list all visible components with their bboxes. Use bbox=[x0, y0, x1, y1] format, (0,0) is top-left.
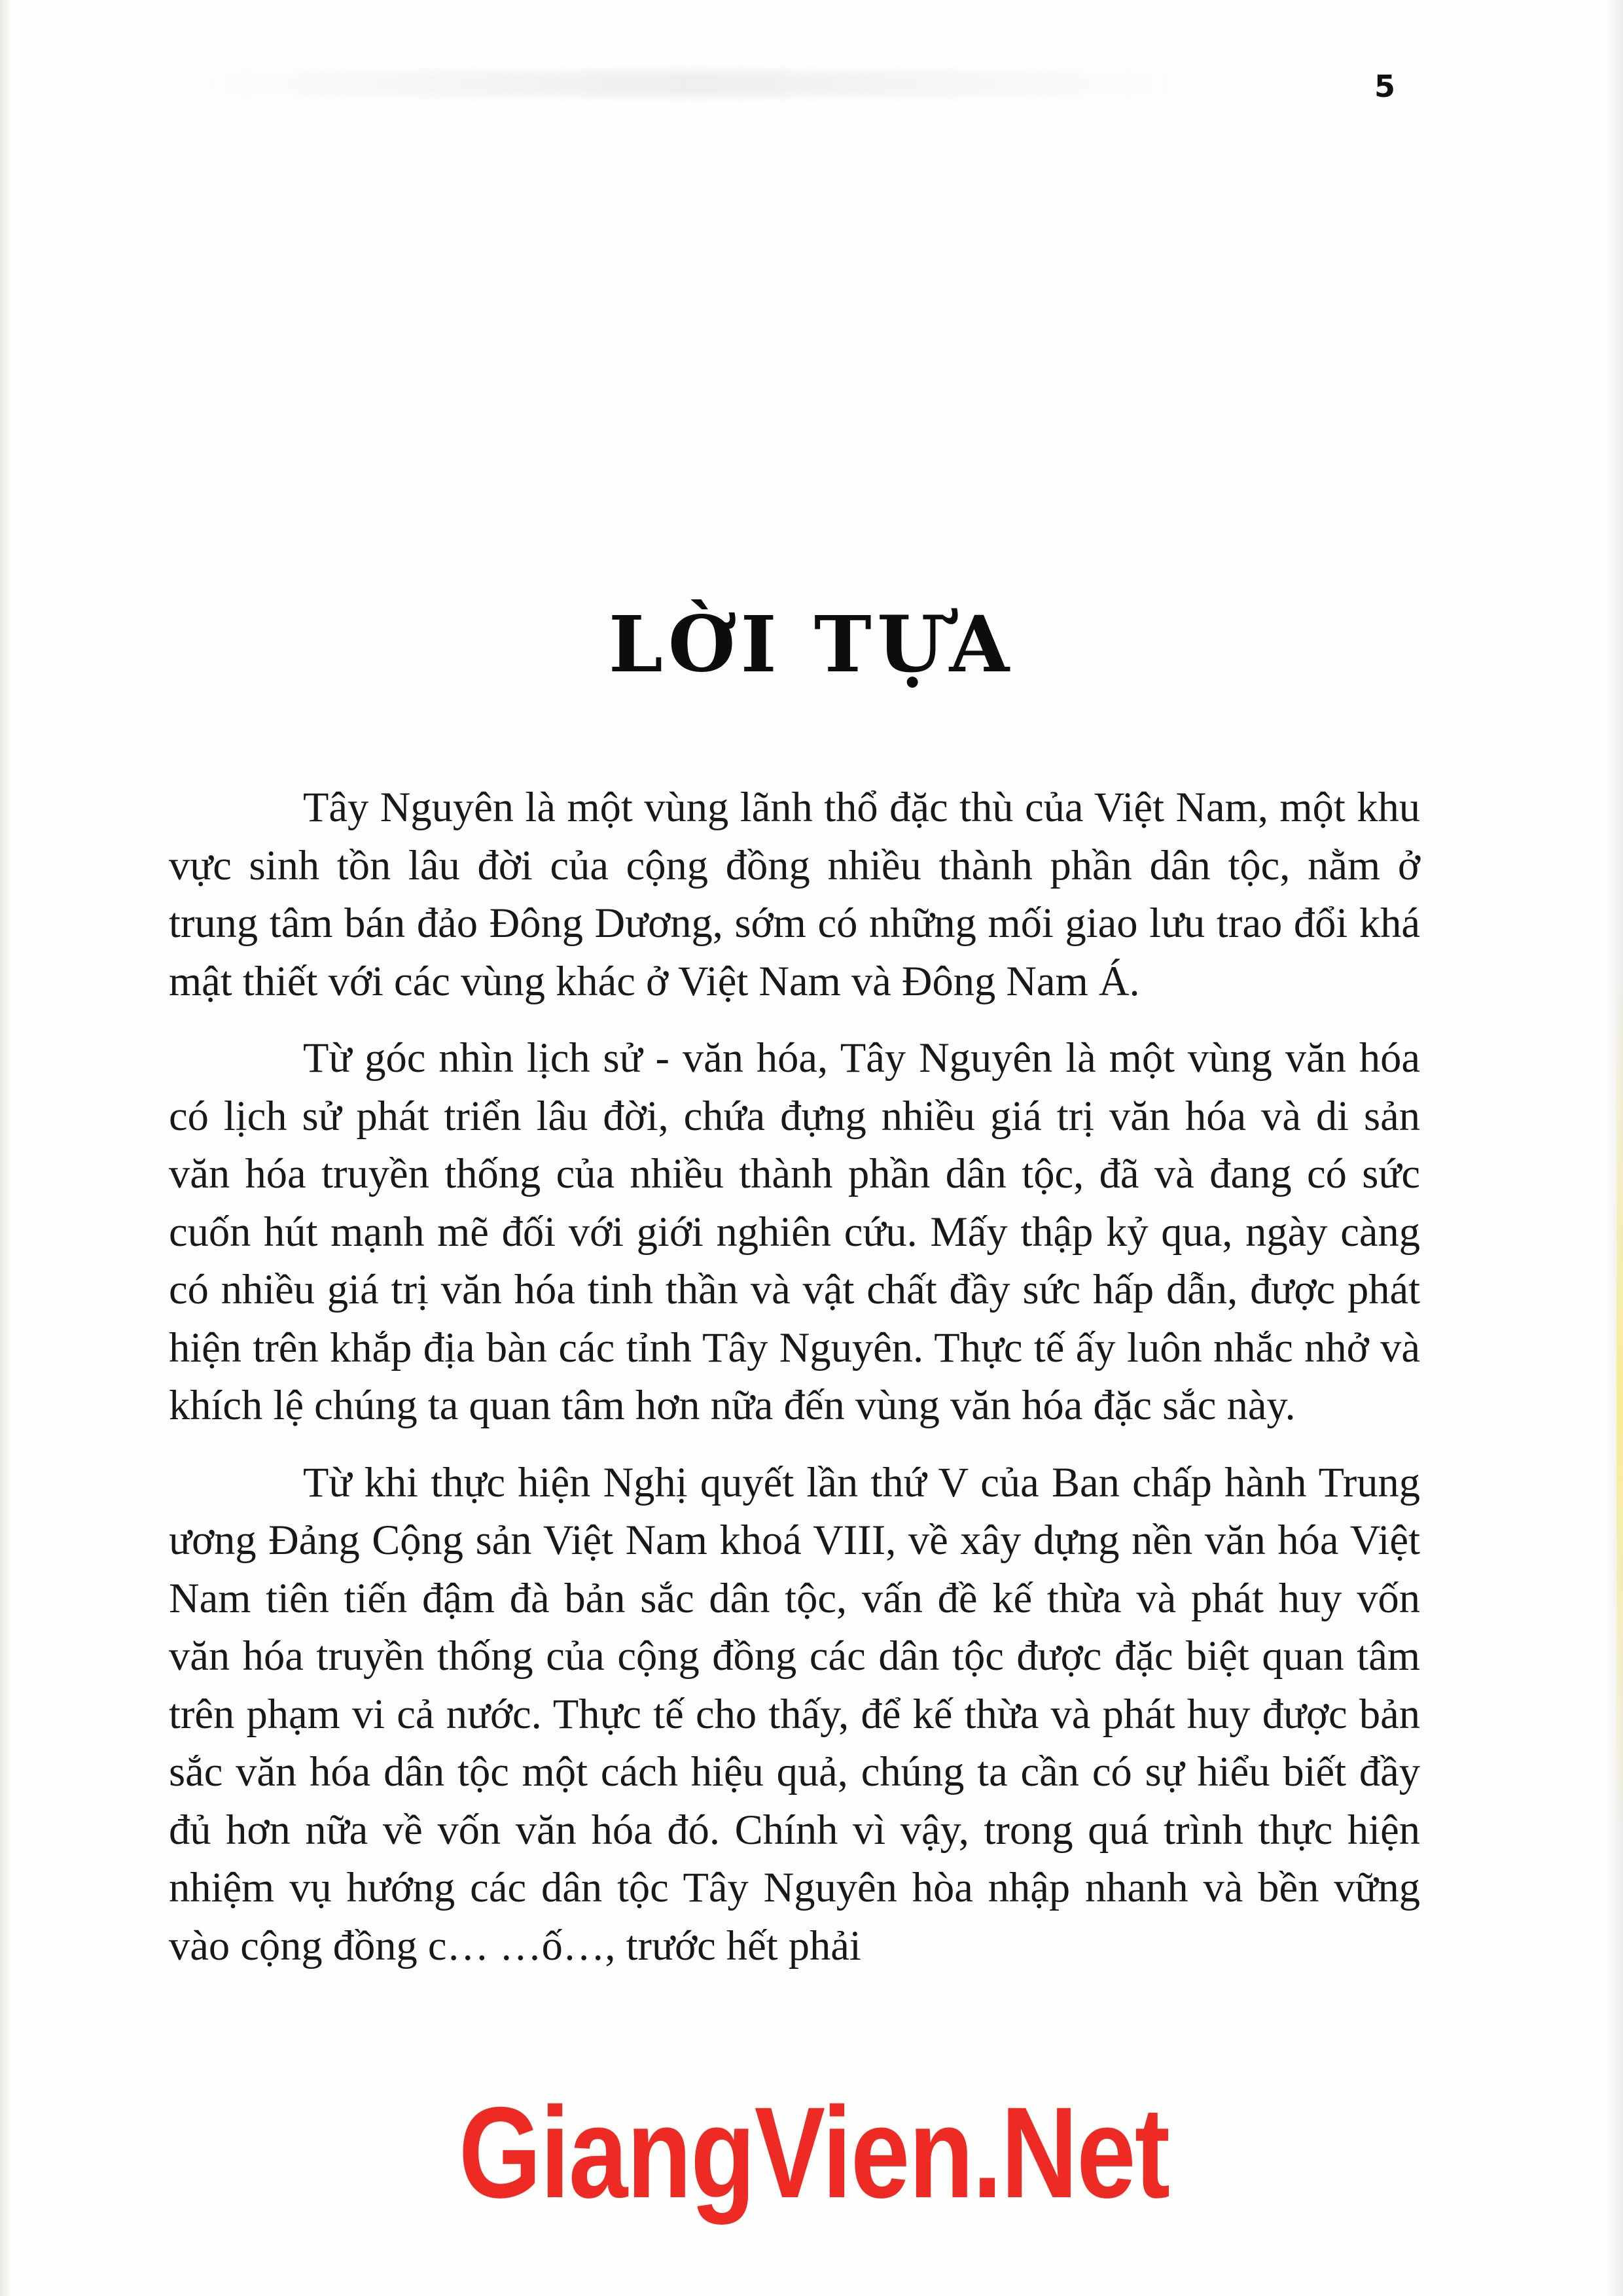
paragraph-1: Tây Nguyên là một vùng lãnh thổ đặc thù của Việt Nam, một khu vực sinh tồn lâu đời của cộng đồng nhiều thành phần dân tộc, nằm ở trung tâm bán đảo Đông Dương, sớm có những mối giao lưu trao đổi khá mật thiết với các vùng khác ở Việt Nam và Đông Nam Á. bbox=[169, 784, 1420, 1004]
page-edge-tint bbox=[1616, 981, 1623, 1832]
page-title: LỜI TỰA bbox=[608, 599, 1015, 690]
page-left-edge-shadow bbox=[0, 0, 12, 2296]
page-number: 5 bbox=[1374, 69, 1396, 104]
body-text bbox=[169, 779, 1420, 1975]
paragraph-3: Từ khi thực hiện Nghị quyết lần thứ V của Ban chấp hành Trung ương Đảng Cộng sản Việt Nam khoá VIII, về xây dựng nền văn hóa Việt Nam tiên tiến đậm đà bản sắc dân tộc, vấn đề kế thừa và phát huy vốn văn hóa truyền thống của cộng đồng các dân tộc được đặc biệt quan tâm trên phạm vi cả nước. Thực tế cho thấy, để kế thừa và phát huy được bản sắc văn hóa dân tộc một cách hiệu quả, chúng ta cần có sự hiểu biết đầy đủ hơn nữa về vốn văn hóa đó. Chính vì vậy, trong quá trình thực hiện nhiệm vụ hướng các dân tộc Tây Nguyên hòa nhập nhanh và bền vững vào cộng đồng c… …ố…, trước hết phải bbox=[169, 1458, 1420, 1969]
watermark-logo: GiangVien.Net bbox=[458, 2080, 1169, 2225]
paragraph-2: Từ góc nhìn lịch sử - văn hóa, Tây Nguyên là một vùng văn hóa có lịch sử phát triển lâu đời, chứa đựng nhiều giá trị văn hóa và di sản văn hóa truyền thống của nhiều thành phần dân tộc, đã và đang có sức cuốn hút mạnh mẽ đối với giới nghiên cứu. Mấy thập kỷ qua, ngày càng có nhiều giá trị văn hóa tinh thần và vật chất đầy sức hấp dẫn, được phát hiện trên khắp địa bàn các tỉnh Tây Nguyên. Thực tế ấy luôn nhắc nhở và khích lệ chúng ta quan tâm hơn nữa đến vùng văn hóa đặc sắc này. bbox=[169, 1034, 1420, 1428]
show-through-text bbox=[164, 71, 1211, 97]
